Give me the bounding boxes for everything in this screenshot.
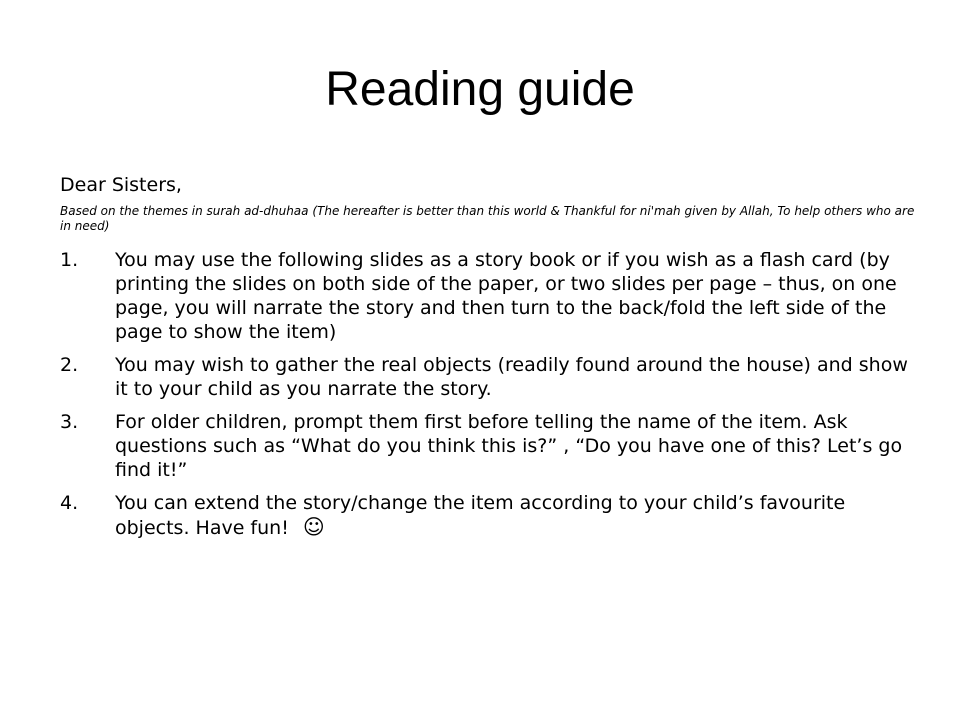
- list-item-number: 2.: [60, 354, 79, 376]
- list-item-number: 1.: [60, 249, 79, 271]
- list-item-number: 4.: [60, 492, 79, 514]
- greeting-text: Dear Sisters,: [60, 174, 182, 196]
- slide-body: [60, 170, 920, 549]
- smiley-face-icon: ☺: [302, 515, 325, 539]
- intro-text: Based on the themes in surah ad-dhuhaa (The hereafter is better than this world & Thankful for ni'mah given by Allah, To help others who are in need): [60, 204, 915, 233]
- list-item: [60, 248, 920, 344]
- list-item: [60, 353, 920, 401]
- list-item-text: You may wish to gather the real objects (readily found around the house) and show it to your child as you narrate the story.: [115, 354, 908, 400]
- slide-title: Reading guide: [325, 63, 635, 116]
- list-item-text: You may use the following slides as a story book or if you wish as a flash card (by printing the slides on both side of the paper, or two slides per page – thus, on one page, you will narrate the story and then turn to the back/fold the left side of the page to show the item): [115, 249, 897, 343]
- list-item-number: 3.: [60, 411, 79, 433]
- list-item-text: For older children, prompt them first before telling the name of the item. Ask questions such as “What do you think this is?” , “Do you have one of this? Let’s go find it!”: [115, 411, 903, 481]
- instruction-list: [60, 248, 920, 540]
- list-item: [60, 410, 920, 482]
- list-item: [60, 491, 920, 540]
- list-item-text: You can extend the story/change the item according to your child’s favourite objects. Have fun!: [115, 492, 846, 539]
